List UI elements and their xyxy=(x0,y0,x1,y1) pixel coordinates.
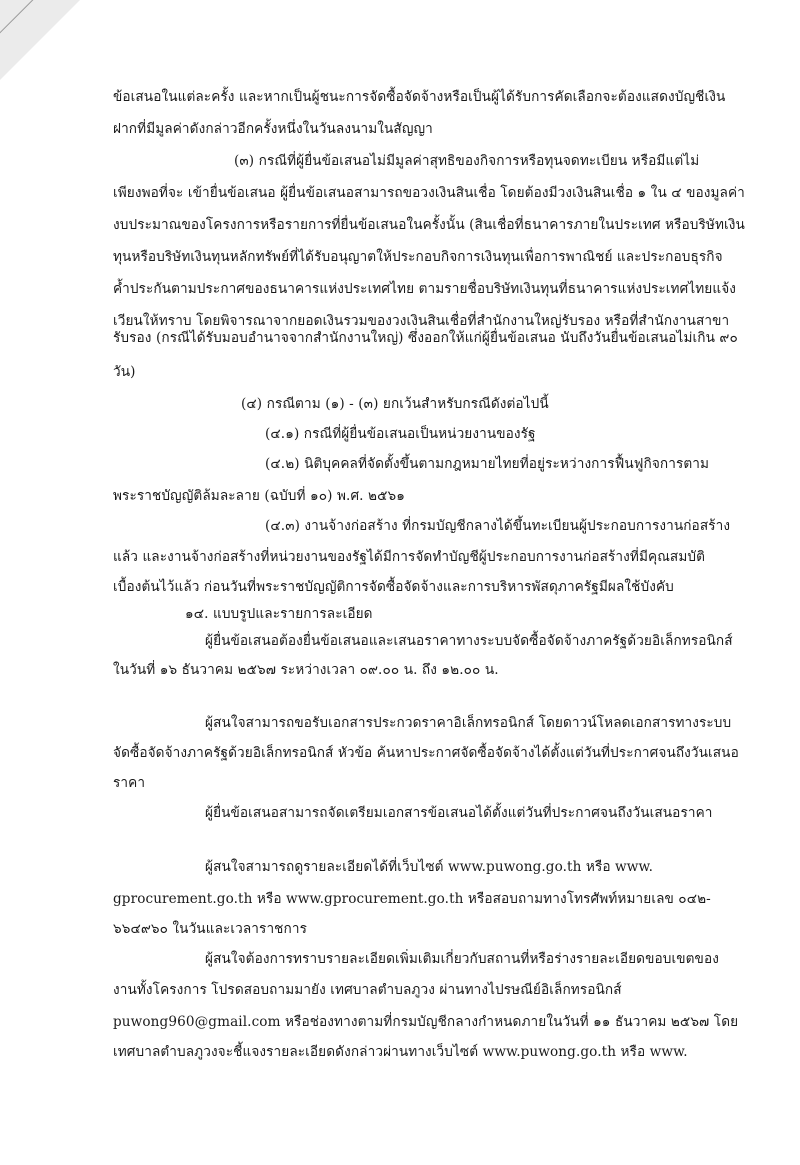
text-line: gprocurement.go.th หรือ www.gprocurement.go.th หรือสอบถามทางโทรศัพท์หมายเลข ๐๔๒- xyxy=(113,891,711,907)
text-line: ผู้สนใจสามารถดูรายละเอียดได้ที่เว็บไซต์ www.puwong.go.th หรือ www. xyxy=(205,859,654,875)
text-line: จัดซื้อจัดจ้างภาครัฐด้วยอิเล็กทรอนิกส์ หัวข้อ ค้นหาประกาศจัดซื้อจัดจ้างได้ตั้งแต่วันที่ประกาศจนถึงวันเสนอ xyxy=(113,745,739,761)
text-line: (๓) กรณีที่ผู้ยื่นข้อเสนอไม่มีมูลค่าสุทธิของกิจการหรือทุนจดทะเบียน หรือมีแต่ไม่ xyxy=(234,153,700,169)
text-line: แล้ว และงานจ้างก่อสร้างที่หน่วยงานของรัฐได้มีการจัดทำบัญชีผู้ประกอบการงานก่อสร้างที่มีคุณสมบัติ xyxy=(113,549,706,565)
text-line: รับรอง (กรณีได้รับมอบอำนาจจากสำนักงานใหญ่) ซึ่งออกให้แก่ผู้ยื่นข้อเสนอ นับถึงวันยื่นข้อเสนอไม่เกิน ๙๐ xyxy=(113,330,738,346)
text-line: งบประมาณของโครงการหรือรายการที่ยื่นข้อเสนอในครั้งนั้น (สินเชื่อที่ธนาคารภายในประเทศ หรือบริษัทเงิน xyxy=(113,217,745,233)
text-line: วัน) xyxy=(113,364,136,380)
section-heading: ๑๔. แบบรูปและรายการละเอียด xyxy=(185,606,373,622)
text-line: puwong960@gmail.com หรือช่องทางตามที่กรมบัญชีกลางกำหนดภายในวันที่ ๑๑ ธันวาคม ๒๕๖๗ โดย xyxy=(113,1014,739,1030)
text-line: ผู้ยื่นข้อเสนอต้องยื่นข้อเสนอและเสนอราคาทางระบบจัดซื้อจัดจ้างภาครัฐด้วยอิเล็กทรอนิกส์ xyxy=(205,633,733,649)
text-line: ฝากที่มีมูลค่าดังกล่าวอีกครั้งหนึ่งในวันลงนามในสัญญา xyxy=(113,121,433,137)
text-line: ข้อเสนอในแต่ละครั้ง และหากเป็นผู้ชนะการจัดซื้อจัดจ้างหรือเป็นผู้ได้รับการคัดเลือกจะต้องแสดงบัญชีเงิน xyxy=(113,89,726,105)
text-line: ๖๖๔๙๖๐ ในวันและเวลาราชการ xyxy=(113,921,307,937)
text-line: ผู้ยื่นข้อเสนอสามารถจัดเตรียมเอกสารข้อเสนอได้ตั้งแต่วันที่ประกาศจนถึงวันเสนอราคา xyxy=(205,805,713,821)
text-line: (๔) กรณีตาม (๑) - (๓) ยกเว้นสำหรับกรณีดังต่อไปนี้ xyxy=(241,396,549,412)
text-line: ในวันที่ ๑๖ ธันวาคม ๒๕๖๗ ระหว่างเวลา ๐๙.๐๐ น. ถึง ๑๒.๐๐ น. xyxy=(113,662,499,678)
text-line: (๔.๓) งานจ้างก่อสร้าง ที่กรมบัญชีกลางได้ขึ้นทะเบียนผู้ประกอบการงานก่อสร้าง xyxy=(265,518,731,534)
text-line: ค้ำประกันตามประกาศของธนาคารแห่งประเทศไทย ตามรายชื่อบริษัทเงินทุนที่ธนาคารแห่งประเทศไทยแจ้ง xyxy=(113,281,737,297)
text-line: เบื้องต้นไว้แล้ว ก่อนวันที่พระราชบัญญัติการจัดซื้อจัดจ้างและการบริหารพัสดุภาครัฐมีผลใช้บังคับ xyxy=(113,579,674,595)
text-line: พระราชบัญญัติล้มละลาย (ฉบับที่ ๑๐) พ.ศ. ๒๕๖๑ xyxy=(113,488,405,504)
text-line: งานทั้งโครงการ โปรดสอบถามมายัง เทศบาลตำบลภูวง ผ่านทางไปรษณีย์อิเล็กทรอนิกส์ xyxy=(113,982,622,998)
text-line: ทุนหรือบริษัทเงินทุนหลักทรัพย์ที่ได้รับอนุญาตให้ประกอบกิจการเงินทุนเพื่อการพาณิชย์ และประกอบธุรกิจ xyxy=(113,249,723,265)
text-line: เทศบาลตำบลภูวงจะชี้แจงรายละเอียดดังกล่าวผ่านทางเว็บไซต์ www.puwong.go.th หรือ www. xyxy=(113,1044,688,1060)
text-line: เพียงพอที่จะ เข้ายื่นข้อเสนอ ผู้ยื่นข้อเสนอสามารถขอวงเงินสินเชื่อ โดยต้องมีวงเงินสินเชื่อ ๑ ใน ๔ ของมูลค่า xyxy=(113,185,745,201)
folded-corner xyxy=(0,0,80,80)
text-line: เวียนให้ทราบ โดยพิจารณาจากยอดเงินรวมของวงเงินสินเชื่อที่สำนักงานใหญ่รับรอง หรือที่สำนักงานสาขา xyxy=(113,313,730,329)
text-line: ผู้สนใจสามารถขอรับเอกสารประกวดราคาอิเล็กทรอนิกส์ โดยดาวน์โหลดเอกสารทางระบบ xyxy=(205,715,732,731)
text-line: (๔.๒) นิติบุคคลที่จัดตั้งขึ้นตามกฎหมายไทยที่อยู่ระหว่างการฟื้นฟูกิจการตาม xyxy=(265,456,710,472)
text-line: ราคา xyxy=(113,775,146,791)
text-line: (๔.๑) กรณีที่ผู้ยื่นข้อเสนอเป็นหน่วยงานของรัฐ xyxy=(265,426,536,442)
text-line: ผู้สนใจต้องการทราบรายละเอียดเพิ่มเติมเกี่ยวกับสถานที่หรือร่างรายละเอียดขอบเขตของ xyxy=(205,951,719,967)
